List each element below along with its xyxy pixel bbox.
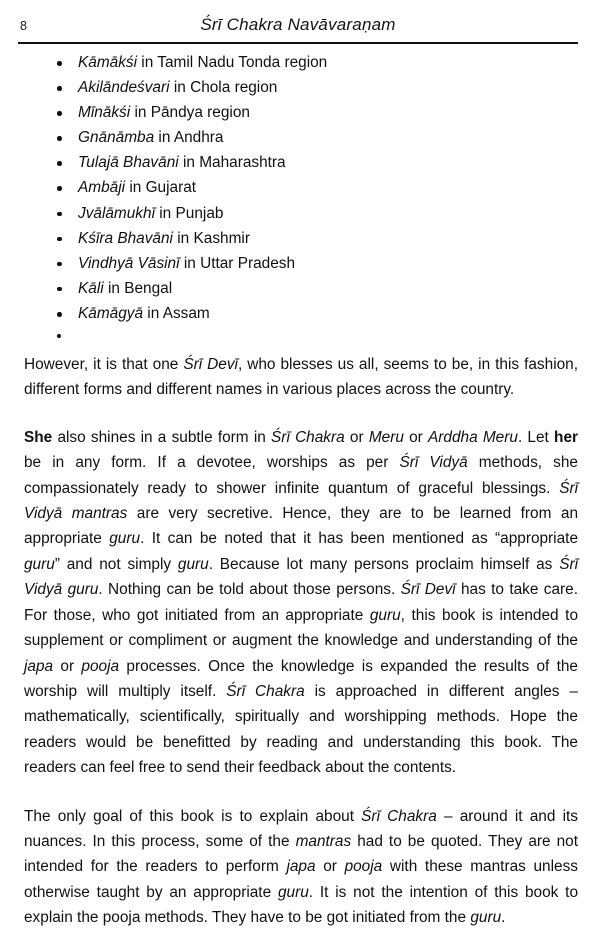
- list-item: [24, 125, 578, 150]
- text-run: methods, she compassionately ready to shower infinite quantum of graceful blessings.: [24, 454, 578, 497]
- emphasis-japa: japa: [286, 858, 316, 876]
- deity-name: Akilāndeśvari: [78, 79, 170, 97]
- emphasis-mantras: mantras: [295, 832, 352, 850]
- page-content: [24, 50, 578, 931]
- text-run: , who blesses us all, seems to be, in this fashion, different forms and different names in various places across the country.: [24, 356, 579, 399]
- list-item: [24, 251, 578, 276]
- emphasis-sri-vidya: Śrī Vidyā: [399, 454, 468, 472]
- deity-location: in Maharashtra: [178, 154, 286, 172]
- deity-name: Ambāji: [78, 179, 126, 197]
- text-run: ” and not simply: [54, 555, 178, 573]
- deity-location: in Chola region: [169, 79, 278, 97]
- deity-name: Gnānāmba: [78, 129, 155, 147]
- emphasis-guru: guru: [177, 555, 209, 573]
- text-run: – around it and its nuances. In this process, some of the: [24, 807, 578, 850]
- deity-location: in Bengal: [103, 279, 173, 297]
- text-run: also shines in a subtle form in: [52, 428, 272, 446]
- text-run: However, it is that one: [24, 356, 184, 374]
- paragraph-goal: [24, 804, 578, 931]
- deity-name: Tulajā Bhavāni: [78, 154, 179, 172]
- emphasis-guru: guru: [109, 530, 141, 548]
- emphasis-sri-devi: Śrī Devī: [183, 356, 238, 374]
- text-run: . It can be noted that it has been mentioned as “appropriate: [140, 530, 578, 548]
- emphasis-arddha-meru: Arddha Meru: [428, 428, 518, 446]
- emphasis-meru: Meru: [368, 428, 404, 446]
- emphasis-pooja: pooja: [81, 657, 120, 675]
- list-item: [24, 75, 578, 100]
- list-item: [24, 100, 578, 125]
- text-run: has to take care. For those, who got initiated from an appropriate: [24, 581, 578, 624]
- list-item: [24, 150, 578, 175]
- deity-name: Vindhyā Vāsinī: [78, 254, 180, 272]
- text-run: . It is not the intention of this book to explain the pooja methods. They have to be got initiated from the: [24, 883, 579, 927]
- text-run: be in any form. If a devotee, worships as per: [24, 454, 400, 472]
- deity-location: in Pāndya region: [130, 104, 250, 122]
- deity-name: Kāmāgyā: [78, 304, 144, 322]
- emphasis-guru: guru: [369, 606, 401, 624]
- list-item: [24, 175, 578, 200]
- list-item: [24, 301, 578, 326]
- deity-location: in Gujarat: [125, 179, 197, 197]
- deity-name: Kśīra Bhavāni: [78, 229, 173, 247]
- text-run: .: [501, 909, 506, 927]
- deity-name: Kāmākśi: [78, 54, 138, 71]
- page-header: [18, 14, 578, 44]
- emphasis-guru: guru: [470, 909, 502, 927]
- deity-location: in Tamil Nadu Tonda region: [137, 54, 328, 71]
- text-run: with these mantras unless otherwise taught by an appropriate: [24, 858, 578, 901]
- deity-location: in Uttar Pradesh: [179, 254, 296, 272]
- emphasis-guru: guru: [24, 555, 55, 573]
- list-item-empty: [24, 326, 578, 346]
- text-run: The only goal of this book is to explain about: [24, 807, 362, 825]
- text-run: , this book is intended to supplement or compliment or augment the knowledge and understanding of the: [24, 606, 578, 650]
- deity-name: Jvālāmukhī: [78, 204, 155, 222]
- text-run: or: [53, 657, 82, 675]
- emphasis-sri-chakra: Śrī Chakra: [361, 807, 437, 825]
- emphasis-sri-chakra: Śrī Chakra: [271, 428, 345, 446]
- emphasis-pooja: pooja: [344, 858, 383, 876]
- emphasis-japa: japa: [24, 657, 54, 675]
- deity-location: in Assam: [143, 304, 210, 322]
- text-run: or: [344, 428, 369, 446]
- deity-location: in Andhra: [154, 129, 224, 147]
- text-run: . Nothing can be told about those persons.: [98, 581, 401, 599]
- deity-name: Mīnākśi: [78, 104, 131, 122]
- emphasis-sri-devi: Śrī Devī: [400, 581, 456, 599]
- deity-location-list: [24, 50, 578, 346]
- emphasis-she: She: [24, 428, 53, 446]
- text-run: or: [315, 858, 345, 876]
- emphasis-guru: guru: [277, 883, 309, 901]
- text-run: is approached in different angles – mathematically, scientifically, spiritually and worshipping methods. Hope the readers would be benefitted by reading and understanding this book. The readers can feel free to send their feedback about the contents.: [24, 682, 578, 777]
- text-run: . Because lot many persons proclaim himself as: [208, 555, 560, 573]
- page-number: 8: [20, 19, 27, 33]
- text-run: or: [403, 428, 429, 446]
- text-run: are very secretive. Hence, they are to be learned from an appropriate: [24, 505, 579, 548]
- list-item: [24, 50, 578, 75]
- deity-name: Kāli: [78, 279, 104, 297]
- paragraph-she: [24, 425, 578, 781]
- text-run: had to be quoted. They are not intended for the readers to perform: [24, 832, 578, 876]
- deity-location: in Punjab: [154, 204, 224, 222]
- emphasis-sri-chakra: Śrī Chakra: [226, 682, 305, 700]
- text-run: processes. Once the knowledge is expanded the results of the worship will multiply itself.: [24, 657, 578, 700]
- list-item: [24, 276, 578, 301]
- header-divider: [18, 42, 578, 44]
- deity-location: in Kashmir: [172, 229, 250, 247]
- list-item: [24, 226, 578, 251]
- text-run: . Let: [517, 428, 555, 446]
- emphasis-sri-vidya-mantras: Śrī Vidyā mantras: [24, 479, 578, 523]
- running-head-title: Śrī Chakra Navāvaraṇam: [200, 15, 396, 34]
- emphasis-her: her: [554, 428, 578, 446]
- paragraph-intro: [24, 352, 578, 403]
- emphasis-sri-vidya-guru: Śrī Vidyā guru: [24, 555, 579, 599]
- list-item: [24, 201, 578, 226]
